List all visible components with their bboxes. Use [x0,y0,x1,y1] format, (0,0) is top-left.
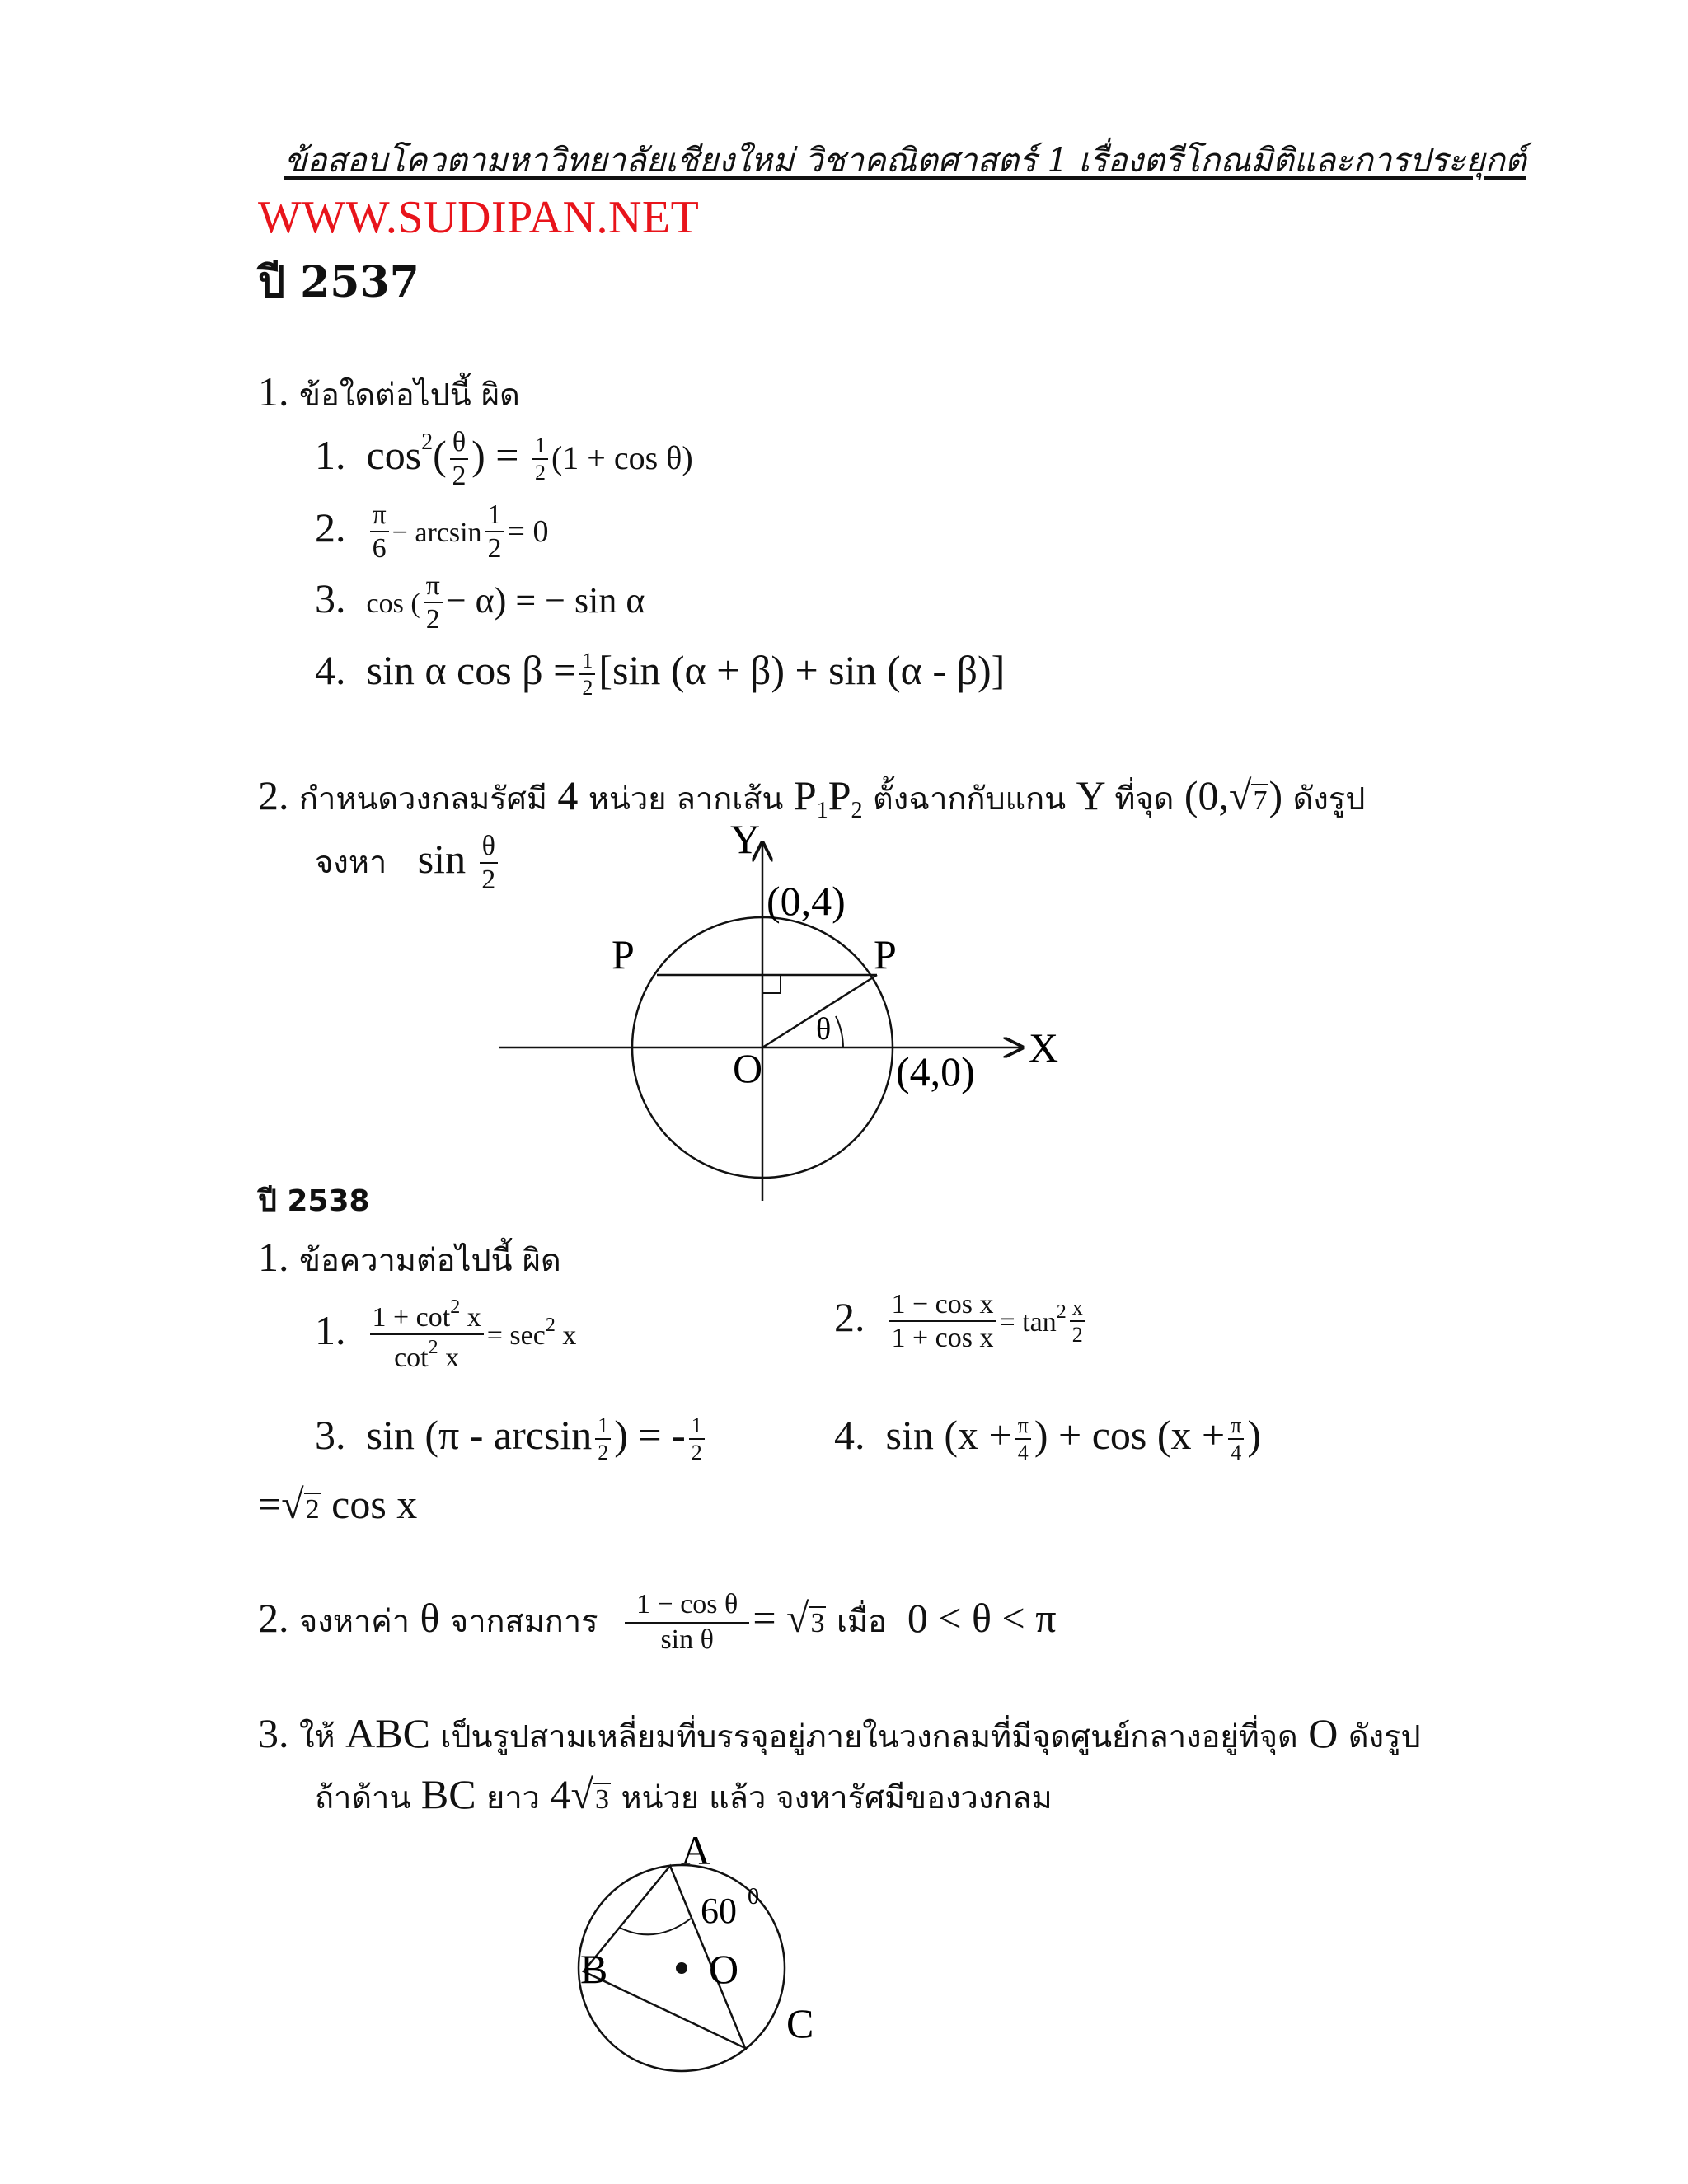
choice-2538-1-1: 1. $\frac{1 + \cot^2 x}{\cot^2 x}$ = $\sec^2 x$ [315,1296,577,1373]
fraction: $\frac{\pi}{4}$ [1228,1415,1244,1464]
question-2538-3: 3. ให้ ABC เป็นรูปสามเหลี่ยมที่บรรจุอยู่ภายในวงกลมที่มีจุดศูนย์กลางอยู่ที่จุด O ดังรูป [258,1710,1421,1756]
choice-2538-1-3: 3. sin (π - arcsin $\frac{1}{2}$ ) = - $\frac{1}{2}$ [315,1411,708,1464]
fraction: $\frac{\pi}{6}$ [370,501,389,563]
question-2538-1: 1. ข้อความต่อไปนี้ ผิด [258,1234,561,1280]
fraction: $\frac{1}{2}$ [532,435,548,484]
question-2537-2: 2. กำหนดวงกลมรัศมี 4 หน่วย ลากเส้น $P_1P_2$ ตั้งฉากกับแกน Y ที่จุด (0,√7) ดังรูป [258,772,1366,823]
choice-2537-1-1: 1. $\cos^2$( $\frac{\theta}{2}$ ) = $\frac{1}{2}$ (1 + cos θ) [315,427,693,491]
angle-arc-a [620,1919,691,1934]
center-point [676,1962,687,1974]
fraction: $\frac{\pi}{2}$ [424,572,443,634]
choice-2537-1-3: 3. cos ( $\frac{\pi}{2}$ − α) = − sin α [315,570,645,635]
choice-2538-1-4: 4. sin (x + $\frac{\pi}{4}$ ) + cos (x + $\frac{\pi}{4}$ ) [834,1412,1261,1465]
choice-2538-1-4-continued: =√2 cos x [258,1481,418,1527]
year-heading-2538: ปี 2538 [258,1184,370,1218]
question-2537-1 [258,368,520,419]
fraction: $\frac{\theta}{2}$ [480,832,498,894]
vertex-label-c: C [786,2000,814,2046]
x-axis-label: X [1029,1024,1059,1071]
question-number: 1. [258,368,289,415]
fraction: $\frac{1}{2}$ [485,501,504,563]
angle-label: θ [816,1012,832,1047]
choice-2537-1-4: 4. sin α cos β = $\frac{1}{2}$ [sin (α + β) + sin (α - β)] [315,647,1006,701]
fraction: $\frac{\text{1 − cos θ}}{\text{sin θ}}$ [625,1591,749,1654]
document-header: ข้อสอบโควตามหาวิทยาลัยเชียงใหม่ วิชาคณิตศาสตร์ 1 เรื่องตรีโกณมิติและการประยุกต์ [284,142,1526,180]
y-axis-label: Y [730,820,761,862]
fraction: $\frac{1}{2}$ [689,1415,705,1464]
inscribed-triangle-diagram [560,1830,857,2085]
circle-axis-diagram [486,820,1088,1207]
point-label-p2: P [874,931,897,977]
point-label-4-0: (4,0) [896,1048,975,1094]
year-heading-2537: ปี 2537 [258,257,420,307]
angle-value: 60 [701,1891,737,1931]
vertex-label-a: A [681,1830,711,1873]
degree-mark: 0 [748,1884,759,1910]
question-2537-2-find: จงหา sin $\frac{\theta}{2}$ [315,832,501,894]
choice-2537-1-2: 2. $\frac{\pi}{6}$ − arcsin $\frac{1}{2}$ = 0 [315,499,549,564]
question-2538-2: 2. จงหาค่า θ จากสมการ $\frac{\text{1 − cos θ}}{\text{sin θ}}$ = √3 เมื่อ 0 < θ < π [258,1589,1057,1655]
right-angle-mark [762,975,781,993]
origin-label: O [733,1045,763,1091]
fraction: $\frac{\pi}{4}$ [1015,1415,1031,1464]
point-label-p1: P [612,931,635,977]
angle-arc [836,1016,843,1047]
fraction: $\frac{1 + \cot^2 x}{\cot^2 x}$ [370,1297,484,1372]
choice-2538-1-2: 2. $\frac{\text{1 − cos x}}{\text{1 + cos x}}$ = $\tan^2$ $\frac{x}{2}$ [834,1291,1089,1352]
center-label-o: O [709,1946,739,1992]
point-label-0-4: (0,4) [767,878,846,924]
question-2538-3-line2: ถ้าด้าน BC ยาว 4√3 หน่วย แล้ว จงหารัศมีของวงกลม [315,1771,1053,1817]
website-link[interactable]: WWW.SUDIPAN.NET [258,192,700,243]
vertex-label-b: B [580,1946,608,1992]
fraction: $\frac{\theta}{2}$ [450,429,468,490]
fraction: $\frac{\text{1 − cos x}}{\text{1 + cos x}}$ [889,1291,996,1352]
fraction: $\frac{x}{2}$ [1070,1297,1085,1346]
fraction: $\frac{1}{2}$ [579,650,595,699]
question-text: ข้อใดต่อไปนี้ ผิด [299,377,520,413]
fraction: $\frac{1}{2}$ [595,1415,611,1464]
